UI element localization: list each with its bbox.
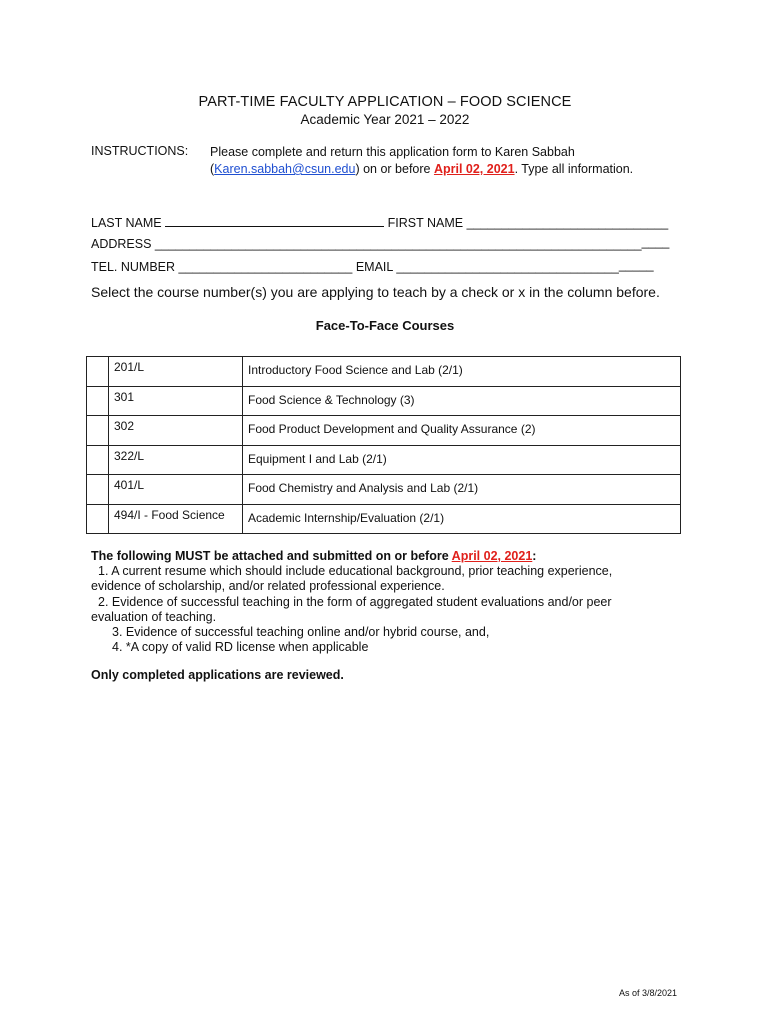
- address-field[interactable]: ______________________________________________________________________: [154, 237, 642, 251]
- course-checkbox[interactable]: [87, 475, 109, 505]
- attachments-deadline: April 02, 2021: [451, 549, 533, 563]
- course-checkbox[interactable]: [87, 386, 109, 416]
- document-title: PART-TIME FACULTY APPLICATION – FOOD SCIENCE: [198, 94, 572, 110]
- last-name-field[interactable]: [165, 215, 384, 227]
- instructions-label: INSTRUCTIONS:: [91, 144, 189, 158]
- last-name-label: LAST NAME: [91, 216, 162, 230]
- email-label: EMAIL: [355, 260, 393, 274]
- first-name-field[interactable]: _____________________________: [466, 216, 669, 230]
- tel-label: TEL. NUMBER: [91, 260, 176, 274]
- course-checkbox[interactable]: [87, 504, 109, 534]
- tel-field[interactable]: _________________________: [178, 260, 353, 274]
- instructions-line-1: Please complete and return this application form to Karen Sabbah: [210, 145, 575, 159]
- course-title: Equipment I and Lab (2/1): [243, 445, 681, 475]
- course-title: Food Science & Technology (3): [243, 386, 681, 416]
- first-name-label: FIRST NAME: [387, 216, 464, 230]
- list-item: 3. Evidence of successful teaching online and/or hybrid course, and,: [112, 625, 490, 640]
- address-row: [91, 237, 669, 251]
- list-item: 4. *A copy of valid RD license when applicable: [112, 640, 369, 655]
- course-number: 301: [109, 386, 243, 416]
- deadline-date: April 02, 2021: [433, 162, 515, 176]
- course-number: 302: [109, 416, 243, 446]
- course-checkbox[interactable]: [87, 357, 109, 387]
- course-title: Food Product Development and Quality Assurance (2): [243, 416, 681, 446]
- courses-table: [86, 356, 681, 534]
- instructions-text: [210, 144, 633, 178]
- address-field-tail: ____: [641, 235, 670, 249]
- address-label: ADDRESS: [91, 237, 152, 251]
- table-row: [87, 416, 681, 446]
- section-title: Face-To-Face Courses: [315, 318, 455, 333]
- paren-open: (: [210, 162, 215, 176]
- course-title: Introductory Food Science and Lab (2/1): [243, 357, 681, 387]
- instructions-end: . Type all information.: [514, 162, 634, 176]
- attachments-list: [91, 564, 661, 656]
- attachments-heading: [91, 549, 536, 563]
- course-number: 401/L: [109, 475, 243, 505]
- course-number: 201/L: [109, 357, 243, 387]
- attachments-heading-prefix: The following MUST be attached and submitted on or before: [91, 549, 452, 563]
- course-title: Food Chemistry and Analysis and Lab (2/1): [243, 475, 681, 505]
- instructions-line-2: [210, 161, 633, 178]
- table-row: [87, 504, 681, 534]
- instructions-mid: ) on or before: [355, 162, 434, 176]
- revision-date: As of 3/8/2021: [619, 988, 678, 998]
- name-row: [91, 215, 668, 230]
- course-checkbox[interactable]: [87, 416, 109, 446]
- course-number: 494/I - Food Science: [109, 504, 243, 534]
- completed-notice: Only completed applications are reviewed.: [91, 668, 344, 682]
- academic-year: Academic Year 2021 – 2022: [300, 112, 470, 127]
- course-title: Academic Internship/Evaluation (2/1): [243, 504, 681, 534]
- course-number: 322/L: [109, 445, 243, 475]
- table-row: [87, 445, 681, 475]
- table-row: [87, 475, 681, 505]
- table-row: [87, 386, 681, 416]
- list-item: 2. Evidence of successful teaching in the form of aggregated student evaluations and/or peer evaluation of teaching.: [91, 594, 612, 624]
- email-field[interactable]: ________________________________: [396, 260, 619, 274]
- table-row: [87, 357, 681, 387]
- contact-email-link[interactable]: Karen.sabbah@csun.edu: [214, 162, 356, 176]
- select-instruction: Select the course number(s) you are applying to teach by a check or x in the column before.: [91, 284, 660, 300]
- contact-row: [91, 260, 654, 274]
- attachments-heading-suffix: :: [532, 549, 537, 563]
- list-item: 1. A current resume which should include educational background, prior teaching experience, evidence of scholarship, and/or related professional experience.: [91, 564, 613, 594]
- course-checkbox[interactable]: [87, 445, 109, 475]
- email-field-tail: _____: [618, 258, 654, 272]
